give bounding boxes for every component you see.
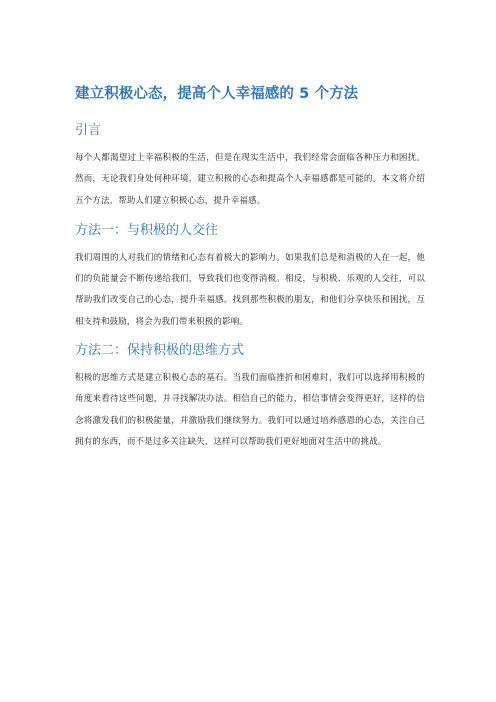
document-content bbox=[75, 84, 425, 453]
section-heading-method-1: 方法一：与积极的人交往 bbox=[75, 222, 219, 238]
section-body-introduction: 每个人都渴望过上幸福积极的生活，但是在现实生活中，我们经常会面临各种压力和困扰。然而，无论我们身处何种环境，建立积极的心态和提高个人幸福感都是可能的。本文将介绍五个方法，帮助人们建立积极心态，提升幸福感。 bbox=[75, 153, 425, 206]
document-title: 建立积极心态，提高个人幸福感的 5 个方法 bbox=[75, 86, 359, 102]
section-body-method-1: 我们周围的人对我们的情绪和心态有着极大的影响力。如果我们总是和消极的人在一起，他们的负能量会不断传递给我们，导致我们也变得消极。相反，与积极、乐观的人交往，可以帮助我们改变自己的心态，提升幸福感。找到那些积极的朋友，和他们分享快乐和困扰，互相支持和鼓励，将会为我们带来积极的影响。 bbox=[75, 252, 425, 327]
section-heading-introduction: 引言 bbox=[75, 123, 102, 138]
section-body-method-2: 积极的思维方式是建立积极心态的基石。当我们面临挫折和困难时，我们可以选择用积极的角度来看待这些问题，并寻找解决办法。相信自己的能力，相信事情会变得更好，这样的信念将激发我们的积极能量，并激励我们继续努力。我们可以通过培养感恩的心态，关注自己拥有的东西，而不是过多关注缺失，这样可以帮助我们更好地面对生活中的挑战。 bbox=[75, 373, 425, 447]
section-heading-method-2: 方法二：保持积极的思维方式 bbox=[75, 343, 245, 359]
